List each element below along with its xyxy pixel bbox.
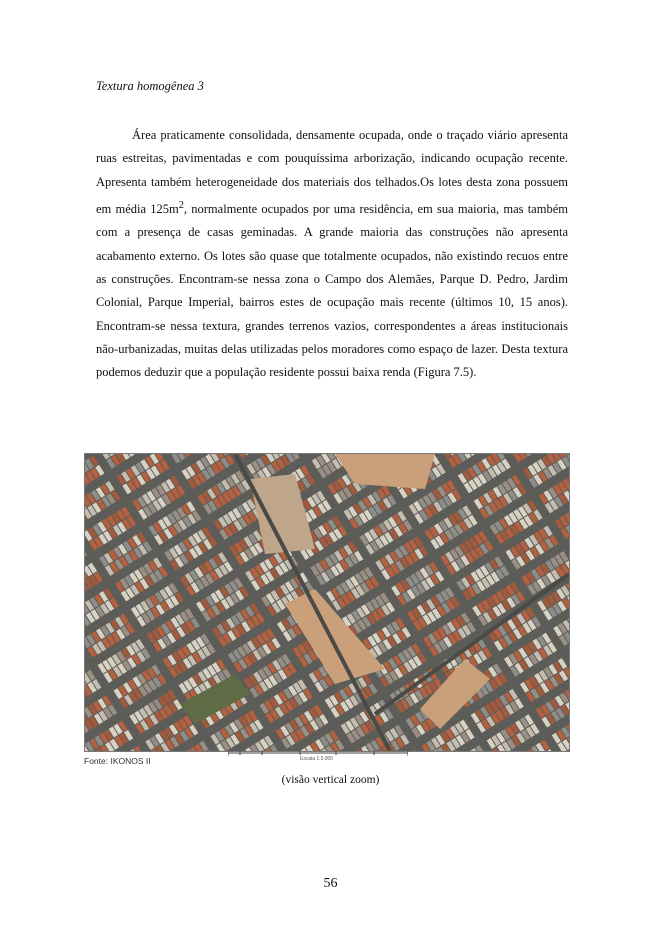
figure-caption: (visão vertical zoom) bbox=[281, 774, 380, 786]
body-paragraph bbox=[96, 124, 568, 384]
scale-label: Escala 1:5.000 bbox=[300, 756, 334, 762]
page-number: 56 bbox=[323, 876, 338, 891]
area-unit-superscript: 2 bbox=[178, 199, 184, 211]
satellite-image bbox=[84, 453, 570, 752]
aerial-view-illustration bbox=[85, 454, 569, 751]
paragraph-part-1: Área praticamente consolidada, densamente ocupada, onde o traçado viário apresenta ruas estreitas, pavimentadas e com pouquíssima arborização, indicando ocupação recente. Apresenta também heterogeneidade dos materiais dos telhados.Os lotes desta zona possuem em média 125m bbox=[96, 128, 568, 217]
figure-source: Fonte: IKONOS II bbox=[84, 756, 151, 766]
paragraph-part-2: , normalmente ocupados por uma residência, em sua maioria, mas também com a presença de casas geminadas. A grande maioria das construções não apresenta acabamento externo. Os lotes são quase que totalmente ocupados, não existindo recuos entre as construções. Encontram-se nessa zona o Campo dos Alemães, Parque D. Pedro, Jardim Colonial, Parque Imperial, bairros estes de ocupação mais recente (últimos 10, 15 anos). Encontram-se nessa textura, grandes terrenos vazios, correspondentes a áreas institucionais não-urbanizadas, muitas delas utilizadas pelos moradores como espaço de lazer. Desta textura podemos deduzir que a população residente possui baixa renda (Figura 7.5). bbox=[96, 202, 568, 380]
section-heading: Textura homogênea 3 bbox=[96, 79, 204, 93]
